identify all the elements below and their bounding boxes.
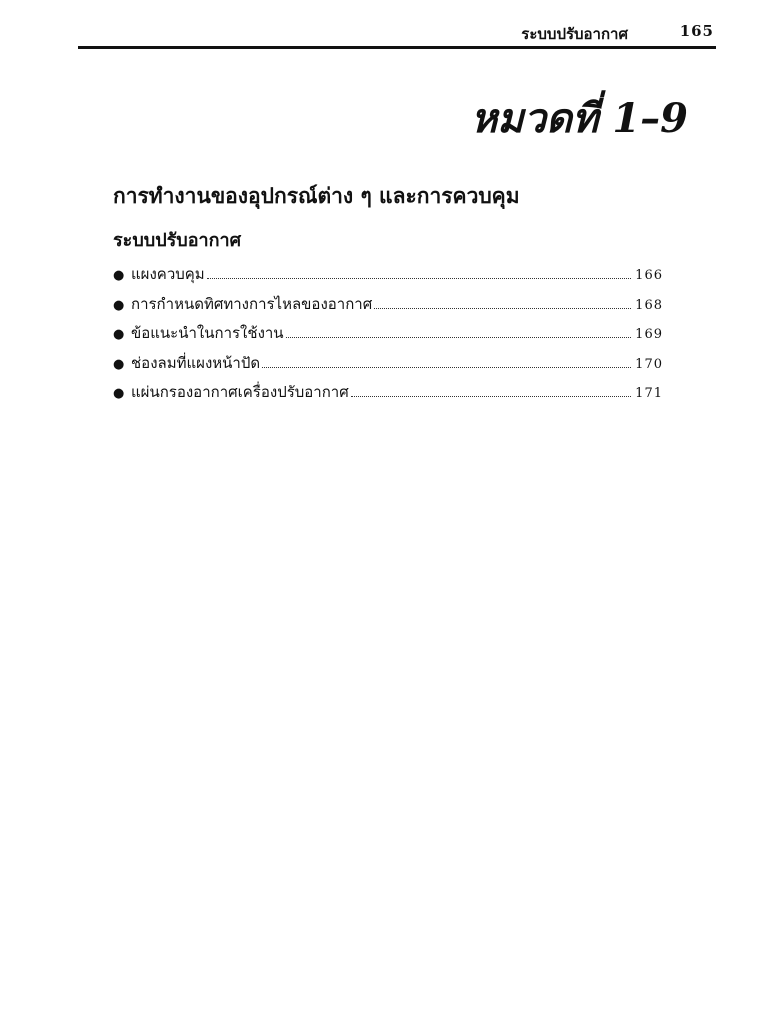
bullet-icon: ● bbox=[113, 327, 125, 342]
table-of-contents bbox=[113, 262, 663, 410]
dot-leader bbox=[286, 337, 632, 338]
toc-item-label: ข้อแนะนำในการใช้งาน bbox=[131, 324, 284, 342]
toc-item-page: 168 bbox=[635, 297, 663, 313]
toc-item-airflow-direction[interactable] bbox=[113, 292, 663, 322]
subsection-title: ระบบปรับอากาศ bbox=[113, 230, 242, 251]
bullet-icon: ● bbox=[113, 297, 125, 313]
toc-item-label: แผงควบคุม bbox=[131, 265, 205, 283]
chapter-heading: หมวดที่ 1–9 bbox=[470, 95, 688, 142]
dot-leader bbox=[351, 396, 631, 397]
toc-item-page: 171 bbox=[635, 386, 663, 401]
toc-item-usage-tips[interactable] bbox=[113, 321, 663, 351]
dot-leader bbox=[374, 308, 631, 309]
dot-leader bbox=[207, 278, 631, 279]
toc-item-dashboard-vents[interactable] bbox=[113, 351, 663, 381]
bullet-icon: ● bbox=[113, 356, 125, 372]
dot-leader bbox=[262, 367, 631, 368]
bullet-icon: ● bbox=[113, 386, 125, 401]
toc-item-air-filter[interactable] bbox=[113, 380, 663, 410]
toc-item-page: 170 bbox=[635, 356, 663, 372]
toc-item-label: แผ่นกรองอากาศเครื่องปรับอากาศ bbox=[131, 383, 349, 401]
header-title: ระบบปรับอากาศ bbox=[521, 25, 628, 43]
toc-item-page: 169 bbox=[635, 327, 663, 342]
toc-item-label: ช่องลมที่แผงหน้าปัด bbox=[131, 353, 261, 372]
section-title: การทำงานของอุปกรณ์ต่าง ๆ และการควบคุม bbox=[113, 183, 520, 208]
toc-item-label: การกำหนดทิศทางการไหลของอากาศ bbox=[131, 294, 373, 313]
header-page-number: 165 bbox=[679, 22, 714, 40]
toc-item-page: 166 bbox=[635, 268, 663, 283]
running-header bbox=[78, 20, 716, 49]
bullet-icon: ● bbox=[113, 268, 125, 283]
toc-item-control-panel[interactable] bbox=[113, 262, 663, 292]
